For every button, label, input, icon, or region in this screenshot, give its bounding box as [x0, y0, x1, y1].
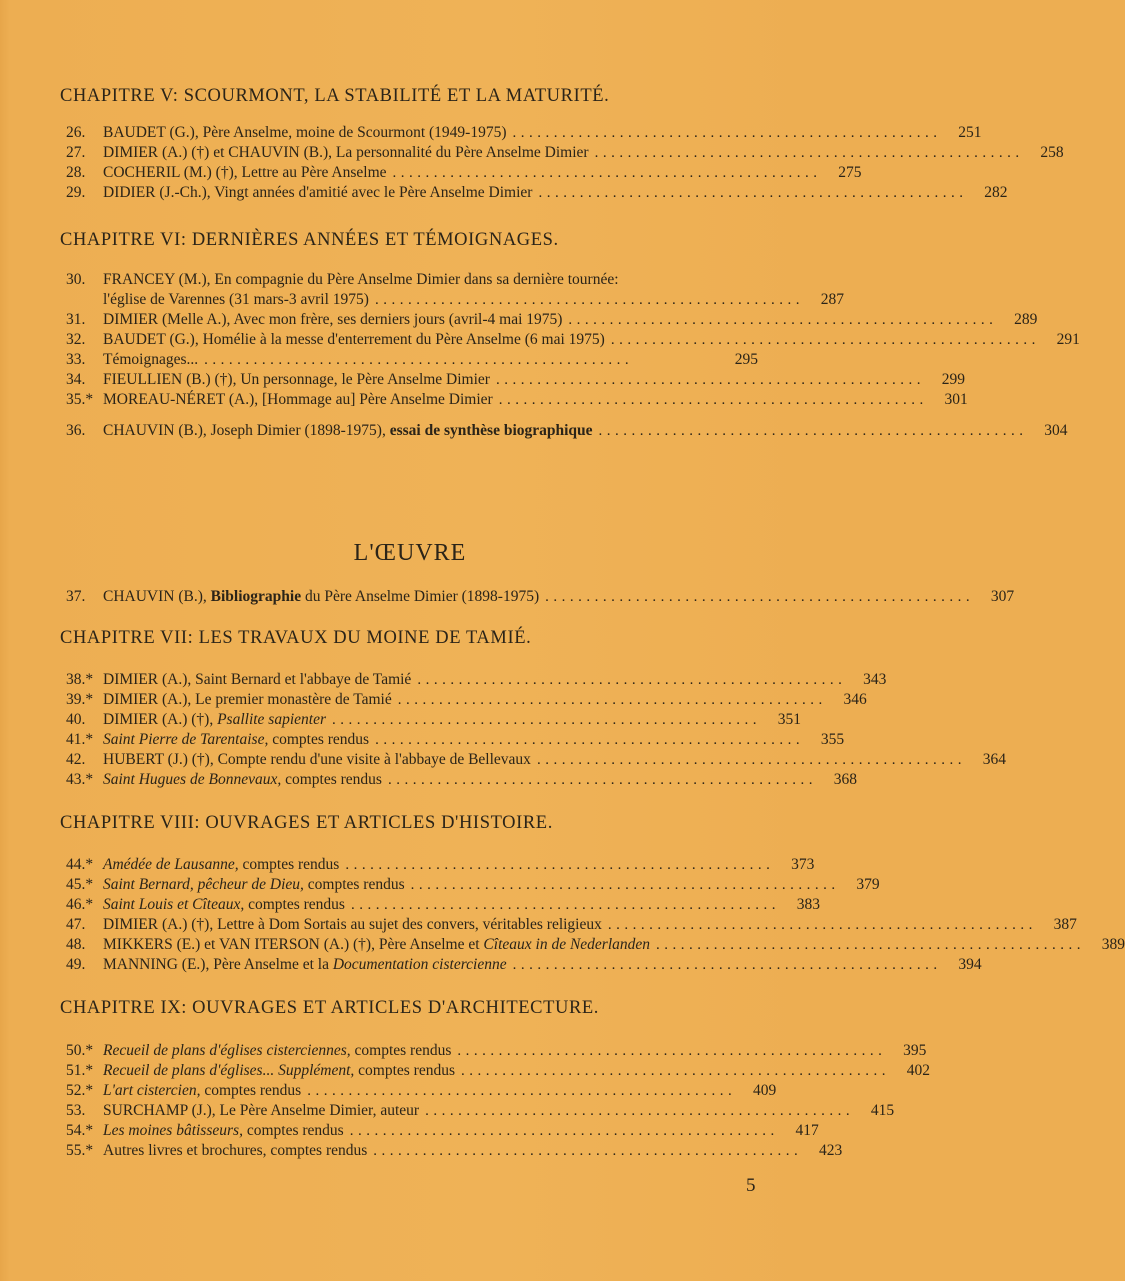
entry-page: 423	[819, 1142, 843, 1159]
entry-number: 48.	[66, 936, 86, 953]
entry-text	[103, 1061, 455, 1081]
toc-entry-48	[66, 935, 1125, 955]
leader-dots: ....................................................	[204, 352, 634, 368]
entry-text-part: comptes rendus	[238, 856, 340, 873]
toc-entry-43	[66, 770, 857, 790]
entry-text-part: comptes rendus	[242, 1122, 344, 1139]
page-number: 5	[746, 1175, 756, 1196]
toc-entry-47	[66, 915, 1077, 935]
leader-dots: ....................................................	[332, 712, 761, 728]
leader-dots: ....................................................	[425, 1103, 855, 1119]
toc-entry-54	[66, 1121, 819, 1141]
entry-text-part: du Père Anselme Dimier (1898-1975)	[301, 588, 540, 605]
entry-text-italic: Saint Pierre de Tarentaise,	[103, 731, 269, 748]
entry-text: SURCHAMP (J.), Le Père Anselme Dimier, auteur	[103, 1102, 420, 1119]
entry-text-italic: Recueil de plans d'églises cisterciennes,	[103, 1042, 351, 1059]
entry-number: 31.	[66, 311, 86, 328]
entry-text-italic: Saint Louis et Cîteaux,	[103, 896, 245, 913]
entry-page: 409	[752, 1082, 777, 1099]
entry-text-part: comptes rendus	[244, 896, 345, 913]
entry-text: Autres livres et brochures, comptes rendus	[103, 1142, 368, 1159]
entry-text	[103, 710, 326, 730]
entry-page: 364	[982, 751, 1006, 768]
leader-dots: ....................................................	[656, 937, 1086, 953]
toc-entry-27	[66, 143, 1064, 163]
toc-entry-46	[66, 895, 820, 915]
leader-dots: ....................................................	[610, 332, 1040, 348]
entry-number: 30.	[66, 271, 86, 288]
entry-number: 37.	[66, 588, 86, 605]
entry-number: 27.	[66, 144, 86, 161]
entry-number: 35.*	[66, 391, 94, 408]
entry-text-part: comptes rendus	[200, 1082, 302, 1099]
toc-entry-33	[66, 350, 758, 370]
entry-text-italic: Recueil de plans d'églises... Supplément,	[103, 1062, 355, 1079]
leader-dots: ....................................................	[461, 1063, 890, 1079]
leader-dots: ....................................................	[349, 1123, 779, 1139]
entry-number: 26.	[66, 124, 86, 141]
entry-page: 299	[941, 371, 965, 388]
entry-number: 46.*	[66, 896, 94, 913]
entry-text	[103, 875, 405, 895]
entry-text	[103, 730, 369, 750]
entry-page: 373	[791, 856, 815, 873]
chapter-heading-vii: CHAPITRE VII: LES TRAVAUX DU MOINE DE TAMIÉ.	[60, 628, 532, 648]
toc-entry-36	[66, 421, 1068, 441]
toc-entry-55	[66, 1141, 843, 1161]
entry-text-line-1: FRANCEY (M.), En compagnie du Père Anselme Dimier dans sa dernière tournée:	[103, 271, 619, 288]
entry-page: 387	[1053, 916, 1077, 933]
entry-text	[103, 955, 507, 975]
chapter-vi-entries	[66, 270, 1080, 410]
section-title: L'ŒUVRE	[353, 540, 467, 566]
entry-number: 28.	[66, 164, 86, 181]
chapter-heading-ix: CHAPITRE IX: OUVRAGES ET ARTICLES D'ARCHITECTURE.	[60, 998, 600, 1018]
entry-text-italic: Saint Bernard, pêcheur de Dieu,	[103, 876, 304, 893]
entry-text-part: MIKKERS (E.) et VAN ITERSON (A.) (†), Père Anselme et	[103, 936, 484, 953]
leader-dots: ....................................................	[387, 772, 817, 788]
toc-entry-34	[66, 370, 965, 390]
toc-entry-51	[66, 1061, 930, 1081]
entry-number: 49.	[66, 956, 86, 973]
chapter-heading-viii: CHAPITRE VIII: OUVRAGES ET ARTICLES D'HISTOIRE.	[60, 813, 553, 833]
toc-entry-38	[66, 670, 887, 690]
entry-text	[103, 1041, 451, 1061]
toc-entry-28	[66, 163, 862, 183]
leader-dots: ....................................................	[417, 672, 847, 688]
entry-page: 307	[990, 588, 1015, 605]
chapter-ix-entries	[66, 1041, 930, 1161]
leader-dots: ....................................................	[512, 957, 942, 973]
entry-text-bold: essai de synthèse biographique	[389, 422, 593, 439]
entry-text-part: comptes rendus	[354, 1062, 455, 1079]
entry-text: BAUDET (G.), Homélie à la messe d'enterrement du Père Anselme (6 mai 1975)	[103, 331, 605, 348]
entry-page: 351	[777, 711, 801, 728]
entry-number: 47.	[66, 916, 86, 933]
entry-text: BAUDET (G.), Père Anselme, moine de Scourmont (1949-1975)	[103, 124, 507, 141]
toc-entry-26	[66, 123, 982, 143]
leader-dots: ....................................................	[495, 372, 925, 388]
entry-page: 291	[1056, 331, 1080, 348]
oeuvre-entries	[66, 587, 1015, 607]
entry-number: 52.*	[66, 1082, 94, 1099]
leader-dots: ....................................................	[545, 589, 975, 605]
leader-dots: ....................................................	[392, 165, 822, 181]
entry-text: DIMIER (A.) (†), Lettre à Dom Sortais au sujet des convers, véritables religieux	[103, 916, 602, 933]
chapter-heading-v: CHAPITRE V: SCOURMONT, LA STABILITÉ ET LA MATURITÉ.	[60, 86, 610, 106]
entry-line-2	[103, 290, 844, 310]
entry-page: 258	[1040, 144, 1064, 161]
entry-number: 40.	[66, 711, 86, 728]
leader-dots: ....................................................	[538, 185, 968, 201]
toc-entry-30	[66, 270, 844, 310]
entry-two-line-body	[103, 270, 844, 310]
leader-dots: ....................................................	[373, 1143, 803, 1159]
entry-text-italic: Documentation cistercienne	[332, 956, 507, 973]
entry-page: 301	[944, 391, 968, 408]
chapter-vii-entries	[66, 670, 1006, 790]
entry-page: 368	[833, 771, 857, 788]
toc-entry-42	[66, 750, 1006, 770]
entry-text-part: comptes rendus	[303, 876, 405, 893]
leader-dots: ....................................................	[594, 145, 1024, 161]
entry-text: HUBERT (J.) (†), Compte rendu d'une visite à l'abbaye de Bellevaux	[103, 751, 531, 768]
leader-dots: ....................................................	[607, 917, 1037, 933]
entry-number: 38.*	[66, 671, 94, 688]
entry-text	[103, 770, 382, 790]
entry-page: 402	[906, 1062, 930, 1079]
leader-dots: ....................................................	[498, 392, 928, 408]
entry-text-part: CHAUVIN (B.), Joseph Dimier (1898-1975),	[103, 422, 390, 439]
toc-entry-29	[66, 183, 1008, 203]
entry-page: 383	[796, 896, 820, 913]
leader-dots: ....................................................	[598, 423, 1028, 439]
leader-dots: ....................................................	[397, 692, 827, 708]
entry-text	[103, 421, 593, 441]
entry-text-italic: Psallite sapienter	[217, 711, 326, 728]
entry-text-line-2: l'église de Varennes (31 mars-3 avril 1975)	[103, 291, 369, 308]
entry-number: 53.	[66, 1102, 86, 1119]
entry-number: 33.	[66, 351, 86, 368]
entry-page: 379	[856, 876, 880, 893]
entry-text-italic: Cîteaux in de Nederlanden	[483, 936, 651, 953]
entry-text-part: MANNING (E.), Père Anselme et la	[103, 956, 333, 973]
entry-text: MOREAU-NÉRET (A.), [Hommage au] Père Anselme Dimier	[103, 391, 493, 408]
entry-text: DIMIER (A.), Saint Bernard et l'abbaye de Tamié	[103, 671, 412, 688]
entry-page: 395	[903, 1042, 927, 1059]
entry-text	[103, 855, 339, 875]
entry-page: 415	[870, 1102, 895, 1119]
entry-number: 36.	[66, 422, 86, 439]
leader-dots: ....................................................	[345, 857, 775, 873]
toc-entry-32	[66, 330, 1080, 350]
entry-text-italic: L'art cistercien,	[103, 1082, 201, 1099]
entry-number: 50.*	[66, 1042, 94, 1059]
toc-entry-49	[66, 955, 982, 975]
leader-dots: ....................................................	[568, 312, 998, 328]
entry-page: 355	[820, 731, 845, 748]
entry-text: DIMIER (A.), Le premier monastère de Tamié	[103, 691, 392, 708]
toc-entry-41	[66, 730, 845, 750]
leader-dots: ....................................................	[375, 732, 805, 748]
leader-dots: ....................................................	[410, 877, 840, 893]
toc-entry-39	[66, 690, 867, 710]
entry-text	[103, 1121, 344, 1141]
leader-dots: ....................................................	[350, 897, 780, 913]
entry-page: 282	[984, 184, 1008, 201]
entry-text-part: comptes rendus	[350, 1042, 452, 1059]
entry-number: 29.	[66, 184, 86, 201]
leader-dots: ....................................................	[536, 752, 966, 768]
toc-entry-44	[66, 855, 815, 875]
toc-entry-50	[66, 1041, 927, 1061]
entry-text: COCHERIL (M.) (†), Lettre au Père Anselme	[103, 164, 387, 181]
entry-text-bold: Bibliographie	[210, 588, 302, 605]
entry-page: 275	[838, 164, 862, 181]
leader-dots: ....................................................	[374, 292, 804, 308]
entry-number: 51.*	[66, 1062, 94, 1079]
entry-number: 43.*	[66, 771, 94, 788]
entry-text: DIMIER (A.) (†) et CHAUVIN (B.), La personnalité du Père Anselme Dimier	[103, 144, 589, 161]
entry-text: FIEULLIEN (B.) (†), Un personnage, le Père Anselme Dimier	[103, 371, 490, 388]
chapter-viii-entries	[66, 855, 1125, 975]
entry-text-italic: Les moines bâtisseurs,	[103, 1122, 243, 1139]
toc-entry-52	[66, 1081, 777, 1101]
entry-36-block	[66, 421, 1068, 441]
entry-page: 343	[863, 671, 887, 688]
entry-text-italic: Amédée de Lausanne,	[103, 856, 239, 873]
entry-text-italic: Saint Hugues de Bonnevaux,	[103, 771, 282, 788]
entry-number: 42.	[66, 751, 86, 768]
leader-dots: ....................................................	[457, 1043, 887, 1059]
toc-entry-31	[66, 310, 1038, 330]
entry-text	[103, 587, 539, 607]
entry-text	[103, 895, 345, 915]
entry-number: 32.	[66, 331, 86, 348]
entry-page: 289	[1014, 311, 1038, 328]
entry-text-part: comptes rendus	[268, 731, 370, 748]
entry-text	[103, 1081, 301, 1101]
entry-number: 55.*	[66, 1142, 94, 1159]
toc-entry-40	[66, 710, 801, 730]
entry-text-part: CHAUVIN (B.),	[103, 588, 211, 605]
entry-page: 394	[958, 956, 982, 973]
chapter-v-entries	[66, 123, 1064, 203]
entry-text	[103, 935, 650, 955]
entry-page: 251	[958, 124, 982, 141]
toc-entry-37	[66, 587, 1015, 607]
entry-text-part: comptes rendus	[281, 771, 382, 788]
chapter-heading-vi: CHAPITRE VI: DERNIÈRES ANNÉES ET TÉMOIGNAGES.	[60, 230, 559, 250]
entry-number: 44.*	[66, 856, 94, 873]
entry-number: 41.*	[66, 731, 94, 748]
entry-number: 34.	[66, 371, 86, 388]
toc-entry-53	[66, 1101, 895, 1121]
entry-text: DIDIER (J.-Ch.), Vingt années d'amitié avec le Père Anselme Dimier	[103, 184, 533, 201]
entry-page: 417	[795, 1122, 819, 1139]
leader-dots: ....................................................	[512, 125, 942, 141]
entry-text: Témoignages...	[103, 351, 199, 368]
entry-text: DIMIER (Melle A.), Avec mon frère, ses derniers jours (avril-4 mai 1975)	[103, 311, 563, 328]
entry-page: 295	[734, 351, 758, 368]
toc-entry-35	[66, 390, 968, 410]
entry-page: 287	[820, 291, 844, 308]
entry-number: 45.*	[66, 876, 94, 893]
entry-page: 304	[1044, 422, 1068, 439]
entry-page: 346	[843, 691, 867, 708]
entry-page: 389	[1101, 936, 1125, 953]
toc-entry-45	[66, 875, 880, 895]
entry-number: 39.*	[66, 691, 94, 708]
entry-text-part: DIMIER (A.) (†),	[103, 711, 218, 728]
entry-number: 54.*	[66, 1122, 94, 1139]
leader-dots: ....................................................	[307, 1083, 737, 1099]
